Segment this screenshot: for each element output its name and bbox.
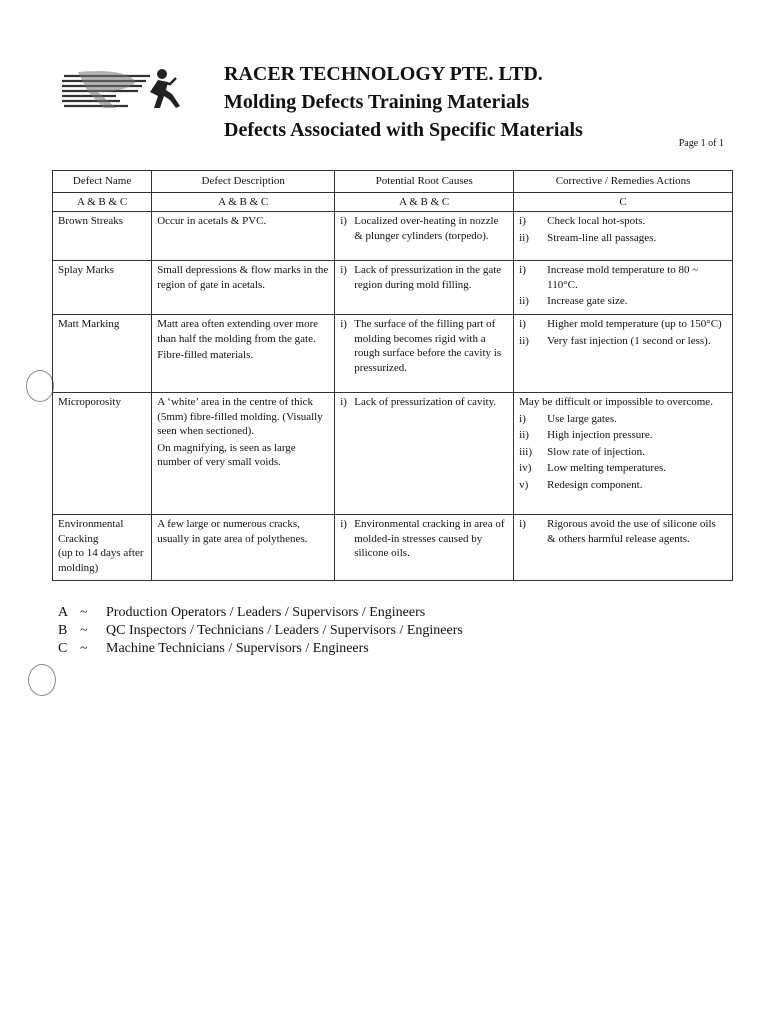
cause-text: Lack of pressurization of cavity. (354, 396, 497, 408)
cause-text: Localized over-heating in nozzle & plunger cylinders (torpedo). (354, 215, 499, 242)
column-header-corrective-actions: Corrective / Remedies Actions (514, 171, 733, 193)
action-text: Increase mold temperature to 80 ~ 110°C. (547, 264, 699, 291)
description-text: Fibre-filled materials. (157, 349, 254, 361)
defect-name-note: (up to 14 days after molding) (58, 547, 144, 574)
cause-text: Lack of pressurization in the gate region during mold filling. (354, 264, 502, 291)
cause-number: i) (340, 518, 347, 530)
table-header-row (53, 171, 733, 193)
corrective-actions (514, 261, 733, 315)
action-item (519, 428, 727, 443)
audience-cell: A & B & C (53, 192, 152, 212)
cause-number: i) (340, 396, 347, 408)
punch-hole-bottom (28, 664, 56, 696)
column-header-defect-name: Defect Name (53, 171, 152, 193)
root-causes (335, 393, 514, 515)
legend-separator: ~ (80, 641, 88, 656)
action-text: Stream-line all passages. (547, 231, 657, 244)
action-text: Increase gate size. (547, 295, 628, 307)
cause-text: Environmental cracking in area of molded-in stresses caused by silicone oils. (354, 518, 505, 559)
legend-separator: ~ (80, 605, 88, 620)
table-row (53, 515, 733, 581)
corrective-actions (514, 315, 733, 393)
actions-intro: May be difficult or impossible to overcome. (519, 396, 713, 408)
audience-row (53, 192, 733, 212)
action-item (519, 334, 727, 349)
cause-number: i) (340, 215, 347, 227)
legend-key: A (58, 605, 69, 620)
action-text: Very fast injection (1 second or less). (547, 334, 711, 347)
audience-cell: C (514, 192, 733, 212)
action-number: i) (519, 215, 526, 227)
action-number: iii) (519, 445, 532, 458)
corrective-actions (514, 393, 733, 515)
description-text: A few large or numerous cracks, usually in gate area of polythenes. (157, 518, 308, 545)
legend-text: QC Inspectors / Technicians / Leaders / Supervisors / Engineers (106, 623, 463, 638)
action-text: Slow rate of injection. (547, 445, 645, 458)
description-text: Occur in acetals & PVC. (157, 215, 267, 227)
table-row (53, 393, 733, 515)
defect-description (152, 212, 335, 261)
cause-item (340, 395, 508, 410)
root-causes (335, 315, 514, 393)
legend-separator: ~ (80, 623, 88, 638)
action-number: ii) (519, 231, 529, 244)
document-header (224, 60, 583, 144)
action-text: Check local hot-spots. (547, 215, 646, 227)
running-man-logo-icon (58, 62, 186, 116)
audience-cell: A & B & C (152, 192, 335, 212)
action-item (519, 517, 727, 546)
defect-description (152, 515, 335, 581)
defects-table (52, 170, 733, 581)
description-text: Small depressions & flow marks in the region of gate in acetals. (157, 264, 329, 291)
cause-item (340, 517, 508, 561)
cause-number: i) (340, 318, 347, 330)
root-causes (335, 515, 514, 581)
action-item (519, 478, 727, 493)
page-number: Page 1 of 1 (678, 138, 724, 149)
action-number: i) (519, 264, 526, 276)
action-number: iv) (519, 462, 532, 474)
defect-name: Splay Marks (53, 261, 152, 315)
legend-text: Machine Technicians / Supervisors / Engineers (106, 641, 369, 656)
action-text: Use large gates. (547, 412, 617, 425)
defect-description (152, 393, 335, 515)
cause-number: i) (340, 264, 347, 276)
action-item (519, 461, 727, 476)
action-item (519, 294, 727, 309)
table-row (53, 261, 733, 315)
corrective-actions (514, 212, 733, 261)
description-text: Matt area often extending over more than half the molding from the gate. (157, 318, 319, 345)
cause-item (340, 317, 508, 375)
defect-name: Microporosity (53, 393, 152, 515)
audience-legend (58, 604, 463, 658)
action-number: ii) (519, 295, 529, 307)
root-causes (335, 261, 514, 315)
description-text: On magnifying, is seen as large number of very small voids. (157, 441, 296, 468)
document-subtitle: Defects Associated with Specific Materials (224, 119, 583, 141)
action-item (519, 231, 727, 246)
audience-cell: A & B & C (335, 192, 514, 212)
action-item (519, 214, 727, 229)
action-item (519, 445, 727, 460)
legend-item (58, 622, 463, 640)
legend-item (58, 604, 463, 622)
column-header-defect-description: Defect Description (152, 171, 335, 193)
action-number: ii) (519, 334, 529, 347)
document-title: Molding Defects Training Materials (224, 91, 530, 113)
action-number: ii) (519, 429, 529, 441)
action-item (519, 317, 727, 332)
action-text: Redesign component. (547, 478, 643, 491)
action-number: i) (519, 518, 526, 530)
action-text: Higher mold temperature (up to 150°C) (547, 318, 722, 330)
action-item (519, 412, 727, 427)
defect-name: Brown Streaks (53, 212, 152, 261)
action-number: i) (519, 412, 526, 425)
action-number: v) (519, 478, 529, 491)
defect-name (53, 515, 152, 581)
column-header-root-causes: Potential Root Causes (335, 171, 514, 193)
table-row (53, 315, 733, 393)
legend-item (58, 640, 463, 658)
root-causes (335, 212, 514, 261)
legend-key: C (58, 641, 68, 656)
table-row (53, 212, 733, 261)
cause-text: The surface of the filling part of molding becomes rigid with a rough surface before the cavity is pressurized. (354, 318, 502, 374)
defect-description (152, 315, 335, 393)
defect-name-text: Environmental Cracking (58, 518, 124, 545)
action-item (519, 263, 727, 292)
description-text: A ‘white’ area in the centre of thick (5mm) fibre-filled molding. (Visually seen when sectioned). (157, 396, 323, 437)
punch-hole-top (26, 370, 54, 402)
company-name: RACER TECHNOLOGY PTE. LTD. (224, 63, 543, 85)
defect-description (152, 261, 335, 315)
legend-key: B (58, 623, 68, 638)
cause-item (340, 214, 508, 243)
legend-text: Production Operators / Leaders / Supervisors / Engineers (106, 605, 426, 620)
corrective-actions (514, 515, 733, 581)
cause-item (340, 263, 508, 292)
action-number: i) (519, 318, 526, 330)
action-text: Rigorous avoid the use of silicone oils & others harmful release agents. (547, 518, 716, 545)
action-text: Low melting temperatures. (547, 462, 666, 474)
defect-name: Matt Marking (53, 315, 152, 393)
action-text: High injection pressure. (547, 429, 653, 441)
